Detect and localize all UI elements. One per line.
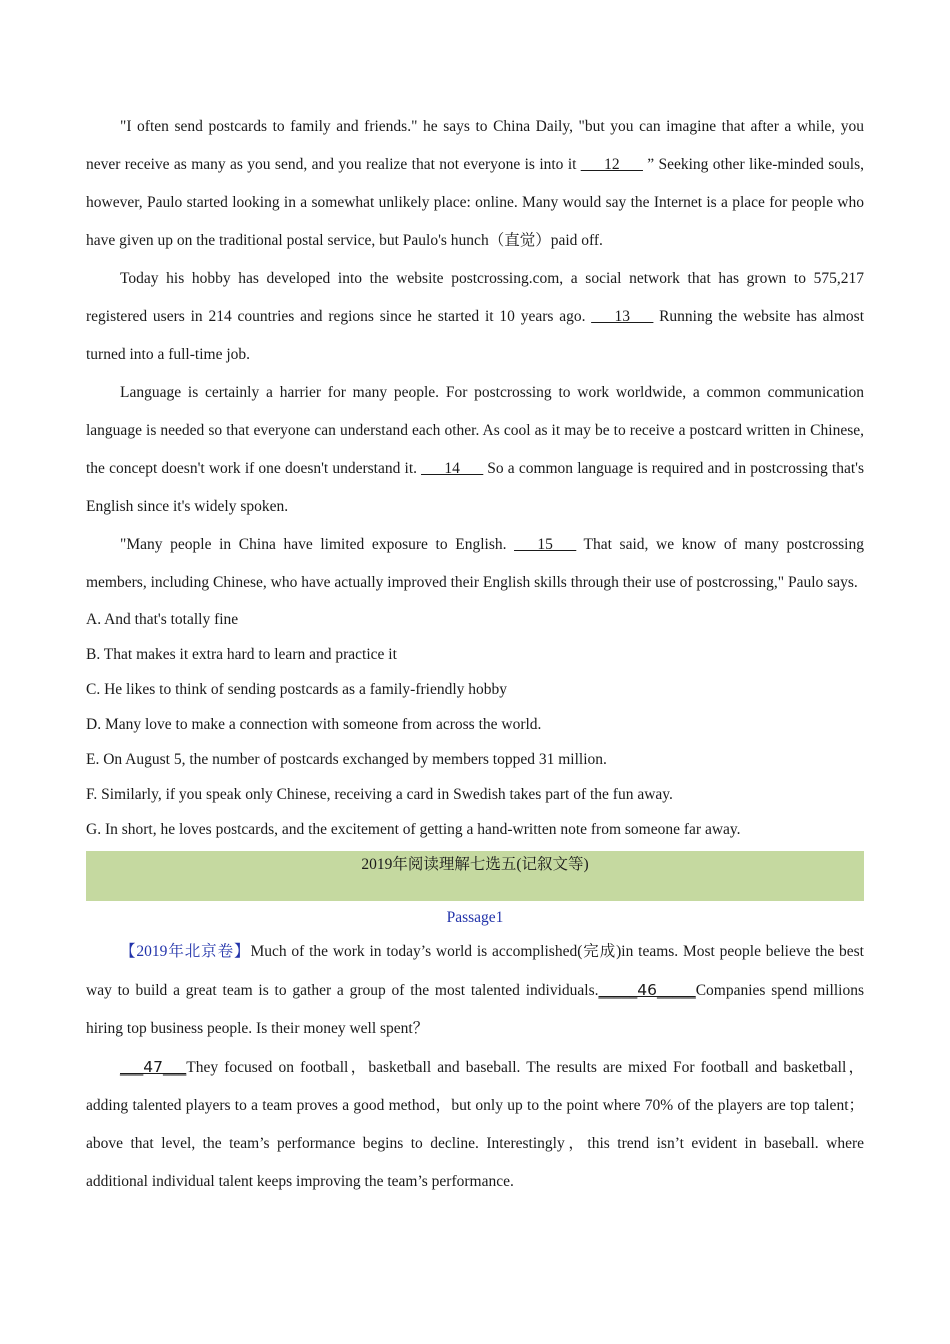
paragraph-text: Today his hobby has developed into the website postcrossing.com, a social network that has grown to 575,217 registered users in 214 countries and regions since he started it 10 years ago. (86, 270, 864, 325)
blank-47: ___47___ (120, 1058, 187, 1076)
paragraph-1 (86, 108, 864, 260)
blank-46: _____46_____ (598, 981, 696, 999)
paragraph-3 (86, 374, 864, 526)
passage1-paragraph-2 (86, 1048, 864, 1201)
source-tag: 【2019年北京卷】 (120, 943, 251, 960)
paragraph-text: Companies spend millions hiring top business people. Is their money well spent？ (86, 982, 865, 1037)
paragraph-text: So a common language is required and in postcrossing that's English since it's widely spoken. (86, 460, 864, 515)
option-e: E. On August 5, the number of postcards exchanged by members topped 31 million. (86, 751, 607, 768)
passage-title: Passage1 (446, 909, 504, 926)
option-f: F. Similarly, if you speak only Chinese, receiving a card in Swedish takes part of the fun away. (86, 786, 673, 803)
option-a: A. And that's totally fine (86, 611, 239, 628)
paragraph-text: They focused on football，basketball and baseball. The results are mixed For football and basketball，adding talented players to a team proves a good method，but only up to the point where 70% of the players are top talent；above that level, the team’s performance begins to decline. Interestingly，this trend isn’t evident in baseball. where additional individual talent keeps improving the team’s performance. (86, 1059, 864, 1190)
option-c: C. He likes to think of sending postcards as a family-friendly hobby (86, 681, 508, 698)
paragraph-text: Much of the work in today’s world is accomplished(完成)in teams. Most people believe the best way to build a great team is to gather a group of the most talented individuals. (86, 943, 864, 999)
paragraph-text: "Many people in China have limited exposure to English. (120, 536, 515, 553)
blank-12: ___12___ (580, 156, 643, 173)
paragraph-text: "I often send postcards to family and friends." he says to China Daily, "but you can imagine that after a while, you never receive as many as you send, and you realize that not everyone is into it (86, 118, 864, 173)
paragraph-4 (86, 526, 864, 602)
paragraph-2 (86, 260, 864, 374)
blank-13: ___13___ (591, 308, 654, 325)
paragraph-text: That said, we know of many postcrossing members, including Chinese, who have actually improved their English skills through their use of postcrossing," Paulo says. (86, 536, 864, 591)
paragraph-text: Running the website has almost turned into a full-time job. (86, 308, 864, 363)
passage1-paragraph-1 (86, 933, 864, 1048)
option-g: G. In short, he loves postcards, and the excitement of getting a hand-written note from someone far away. (86, 821, 741, 838)
blank-14: ___14___ (421, 460, 484, 477)
section-banner: 2019年阅读理解七选五(记叙文等) (86, 851, 864, 901)
option-b: B. That makes it extra hard to learn and practice it (86, 646, 397, 663)
paragraph-text: Language is certainly a harrier for many people. For postcrossing to work worldwide, a common communication language is needed so that everyone can understand each other. As cool as it may be to receive a postcard written in Chinese, the concept doesn't work if one doesn't understand it. (86, 384, 864, 477)
option-d: D. Many love to make a connection with someone from across the world. (86, 716, 542, 733)
blank-15: ___15___ (514, 536, 577, 553)
paragraph-text: ” Seeking other like-minded souls, however, Paulo started looking in a somewhat unlikely place: online. Many would say the Internet is a place for people who have given up on the traditional postal service, but Paulo's hunch（直觉）paid off. (86, 156, 864, 249)
document-page (86, 108, 864, 1201)
